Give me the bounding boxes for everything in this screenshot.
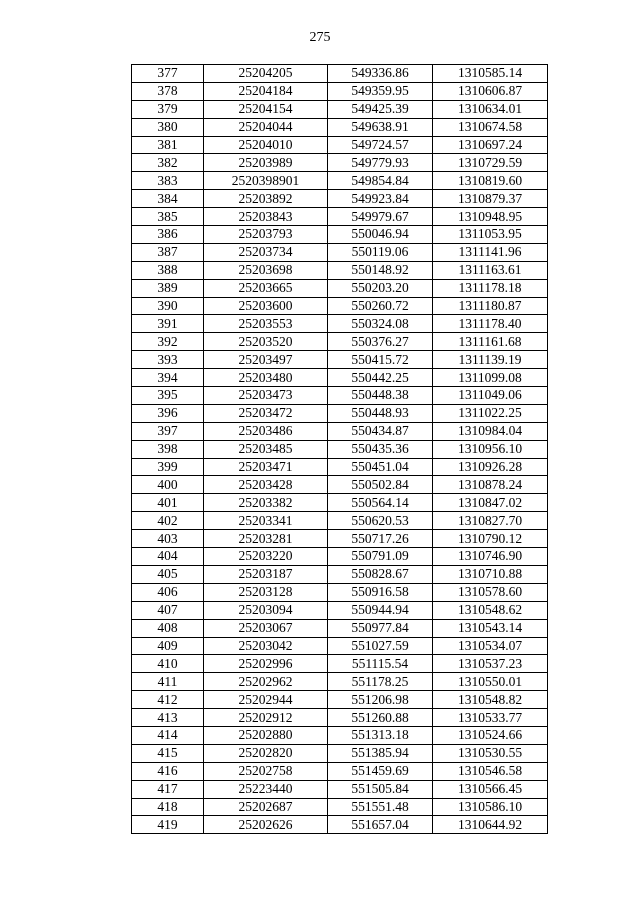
table-row: [132, 190, 548, 208]
point-number-cell: 408: [132, 619, 204, 637]
x-coordinate-cell: 550148.92: [328, 261, 433, 279]
table-row: [132, 601, 548, 619]
point-id-cell: 25203734: [204, 243, 328, 261]
y-coordinate-cell: 1310543.14: [433, 619, 548, 637]
y-coordinate-cell: 1310530.55: [433, 744, 548, 762]
table-row: [132, 261, 548, 279]
point-id-cell: 25203042: [204, 637, 328, 655]
point-number-cell: 403: [132, 530, 204, 548]
point-id-cell: 25203698: [204, 261, 328, 279]
x-coordinate-cell: 550442.25: [328, 369, 433, 387]
point-number-cell: 400: [132, 476, 204, 494]
table-row: [132, 583, 548, 601]
x-coordinate-cell: 549336.86: [328, 65, 433, 83]
y-coordinate-cell: 1310710.88: [433, 565, 548, 583]
point-number-cell: 404: [132, 548, 204, 566]
x-coordinate-cell: 550324.08: [328, 315, 433, 333]
x-coordinate-cell: 550376.27: [328, 333, 433, 351]
x-coordinate-cell: 550046.94: [328, 226, 433, 244]
point-number-cell: 410: [132, 655, 204, 673]
point-id-cell: 25203281: [204, 530, 328, 548]
table-row: [132, 709, 548, 727]
x-coordinate-cell: 550620.53: [328, 512, 433, 530]
y-coordinate-cell: 1310847.02: [433, 494, 548, 512]
y-coordinate-cell: 1310790.12: [433, 530, 548, 548]
table-row: [132, 637, 548, 655]
x-coordinate-cell: 550203.20: [328, 279, 433, 297]
x-coordinate-cell: 550435.36: [328, 440, 433, 458]
table-row: [132, 440, 548, 458]
x-coordinate-cell: 551115.54: [328, 655, 433, 673]
y-coordinate-cell: 1310956.10: [433, 440, 548, 458]
point-id-cell: 25203520: [204, 333, 328, 351]
y-coordinate-cell: 1311053.95: [433, 226, 548, 244]
x-coordinate-cell: 549724.57: [328, 136, 433, 154]
point-id-cell: 25223440: [204, 780, 328, 798]
x-coordinate-cell: 551505.84: [328, 780, 433, 798]
point-id-cell: 25203843: [204, 208, 328, 226]
y-coordinate-cell: 1310746.90: [433, 548, 548, 566]
x-coordinate-cell: 549638.91: [328, 118, 433, 136]
point-number-cell: 384: [132, 190, 204, 208]
point-number-cell: 417: [132, 780, 204, 798]
x-coordinate-cell: 551551.48: [328, 798, 433, 816]
point-id-cell: 25203485: [204, 440, 328, 458]
y-coordinate-cell: 1310634.01: [433, 100, 548, 118]
table-row: [132, 816, 548, 834]
point-id-cell: 25203600: [204, 297, 328, 315]
point-id-cell: 25202626: [204, 816, 328, 834]
y-coordinate-cell: 1310697.24: [433, 136, 548, 154]
point-id-cell: 25203892: [204, 190, 328, 208]
point-number-cell: 395: [132, 387, 204, 405]
point-number-cell: 387: [132, 243, 204, 261]
x-coordinate-cell: 550448.93: [328, 404, 433, 422]
point-number-cell: 394: [132, 369, 204, 387]
table-row: [132, 691, 548, 709]
y-coordinate-cell: 1310878.24: [433, 476, 548, 494]
point-id-cell: 25202944: [204, 691, 328, 709]
point-number-cell: 385: [132, 208, 204, 226]
point-id-cell: 25202820: [204, 744, 328, 762]
x-coordinate-cell: 550119.06: [328, 243, 433, 261]
point-number-cell: 407: [132, 601, 204, 619]
point-number-cell: 388: [132, 261, 204, 279]
x-coordinate-cell: 551206.98: [328, 691, 433, 709]
y-coordinate-cell: 1311161.68: [433, 333, 548, 351]
point-number-cell: 413: [132, 709, 204, 727]
coordinates-table: [131, 64, 548, 834]
y-coordinate-cell: 1310674.58: [433, 118, 548, 136]
point-number-cell: 401: [132, 494, 204, 512]
point-number-cell: 409: [132, 637, 204, 655]
point-number-cell: 383: [132, 172, 204, 190]
x-coordinate-cell: 549854.84: [328, 172, 433, 190]
y-coordinate-cell: 1310606.87: [433, 82, 548, 100]
point-id-cell: 25202996: [204, 655, 328, 673]
point-number-cell: 405: [132, 565, 204, 583]
point-id-cell: 25203793: [204, 226, 328, 244]
y-coordinate-cell: 1310524.66: [433, 726, 548, 744]
point-id-cell: 25203094: [204, 601, 328, 619]
point-number-cell: 378: [132, 82, 204, 100]
point-id-cell: 25203472: [204, 404, 328, 422]
point-id-cell: 25203187: [204, 565, 328, 583]
y-coordinate-cell: 1311178.40: [433, 315, 548, 333]
table-row: [132, 279, 548, 297]
table-row: [132, 530, 548, 548]
table-row: [132, 512, 548, 530]
point-number-cell: 393: [132, 351, 204, 369]
table-row: [132, 136, 548, 154]
point-number-cell: 406: [132, 583, 204, 601]
point-number-cell: 382: [132, 154, 204, 172]
point-id-cell: 25203989: [204, 154, 328, 172]
y-coordinate-cell: 1310546.58: [433, 762, 548, 780]
point-id-cell: 2520398901: [204, 172, 328, 190]
x-coordinate-cell: 549979.67: [328, 208, 433, 226]
point-id-cell: 25202962: [204, 673, 328, 691]
point-number-cell: 416: [132, 762, 204, 780]
table-row: [132, 154, 548, 172]
x-coordinate-cell: 551178.25: [328, 673, 433, 691]
x-coordinate-cell: 550434.87: [328, 422, 433, 440]
point-id-cell: 25202758: [204, 762, 328, 780]
point-id-cell: 25203665: [204, 279, 328, 297]
x-coordinate-cell: 549779.93: [328, 154, 433, 172]
point-number-cell: 390: [132, 297, 204, 315]
point-number-cell: 419: [132, 816, 204, 834]
x-coordinate-cell: 550502.84: [328, 476, 433, 494]
point-number-cell: 381: [132, 136, 204, 154]
y-coordinate-cell: 1310566.45: [433, 780, 548, 798]
page-number: 275: [309, 30, 331, 45]
y-coordinate-cell: 1310819.60: [433, 172, 548, 190]
table-row: [132, 458, 548, 476]
table-row: [132, 494, 548, 512]
point-id-cell: 25202880: [204, 726, 328, 744]
point-id-cell: 25203480: [204, 369, 328, 387]
point-id-cell: 25204010: [204, 136, 328, 154]
coordinates-table-body: [132, 65, 548, 834]
y-coordinate-cell: 1310948.95: [433, 208, 548, 226]
table-row: [132, 226, 548, 244]
table-row: [132, 82, 548, 100]
table-row: [132, 404, 548, 422]
y-coordinate-cell: 1310537.23: [433, 655, 548, 673]
point-number-cell: 398: [132, 440, 204, 458]
point-id-cell: 25203067: [204, 619, 328, 637]
point-number-cell: 415: [132, 744, 204, 762]
table-row: [132, 619, 548, 637]
table-row: [132, 387, 548, 405]
table-row: [132, 762, 548, 780]
x-coordinate-cell: 550564.14: [328, 494, 433, 512]
y-coordinate-cell: 1310926.28: [433, 458, 548, 476]
point-id-cell: 25204184: [204, 82, 328, 100]
y-coordinate-cell: 1310984.04: [433, 422, 548, 440]
point-number-cell: 418: [132, 798, 204, 816]
y-coordinate-cell: 1310550.01: [433, 673, 548, 691]
y-coordinate-cell: 1311099.08: [433, 369, 548, 387]
table-row: [132, 172, 548, 190]
table-row: [132, 297, 548, 315]
x-coordinate-cell: 550448.38: [328, 387, 433, 405]
point-id-cell: 25203497: [204, 351, 328, 369]
y-coordinate-cell: 1311139.19: [433, 351, 548, 369]
y-coordinate-cell: 1310548.62: [433, 601, 548, 619]
table-row: [132, 315, 548, 333]
table-row: [132, 65, 548, 83]
point-number-cell: 379: [132, 100, 204, 118]
x-coordinate-cell: 550260.72: [328, 297, 433, 315]
x-coordinate-cell: 549923.84: [328, 190, 433, 208]
point-number-cell: 386: [132, 226, 204, 244]
table-row: [132, 208, 548, 226]
y-coordinate-cell: 1311180.87: [433, 297, 548, 315]
y-coordinate-cell: 1310644.92: [433, 816, 548, 834]
table-row: [132, 565, 548, 583]
y-coordinate-cell: 1310534.07: [433, 637, 548, 655]
point-id-cell: 25203471: [204, 458, 328, 476]
point-number-cell: 392: [132, 333, 204, 351]
x-coordinate-cell: 551313.18: [328, 726, 433, 744]
x-coordinate-cell: 551459.69: [328, 762, 433, 780]
y-coordinate-cell: 1310729.59: [433, 154, 548, 172]
table-row: [132, 100, 548, 118]
point-id-cell: 25204205: [204, 65, 328, 83]
point-id-cell: 25203428: [204, 476, 328, 494]
point-id-cell: 25203486: [204, 422, 328, 440]
point-id-cell: 25202912: [204, 709, 328, 727]
x-coordinate-cell: 550717.26: [328, 530, 433, 548]
y-coordinate-cell: 1311178.18: [433, 279, 548, 297]
table-row: [132, 744, 548, 762]
y-coordinate-cell: 1311022.25: [433, 404, 548, 422]
x-coordinate-cell: 551027.59: [328, 637, 433, 655]
point-number-cell: 402: [132, 512, 204, 530]
x-coordinate-cell: 550944.94: [328, 601, 433, 619]
x-coordinate-cell: 550828.67: [328, 565, 433, 583]
y-coordinate-cell: 1310533.77: [433, 709, 548, 727]
x-coordinate-cell: 549425.39: [328, 100, 433, 118]
point-id-cell: 25203553: [204, 315, 328, 333]
point-number-cell: 391: [132, 315, 204, 333]
x-coordinate-cell: 551385.94: [328, 744, 433, 762]
x-coordinate-cell: 550791.09: [328, 548, 433, 566]
table-row: [132, 118, 548, 136]
point-number-cell: 414: [132, 726, 204, 744]
y-coordinate-cell: 1310879.37: [433, 190, 548, 208]
point-number-cell: 380: [132, 118, 204, 136]
point-number-cell: 396: [132, 404, 204, 422]
table-row: [132, 333, 548, 351]
x-coordinate-cell: 551657.04: [328, 816, 433, 834]
table-row: [132, 422, 548, 440]
point-id-cell: 25203128: [204, 583, 328, 601]
x-coordinate-cell: 550451.04: [328, 458, 433, 476]
table-row: [132, 798, 548, 816]
y-coordinate-cell: 1311141.96: [433, 243, 548, 261]
point-id-cell: 25204154: [204, 100, 328, 118]
table-row: [132, 243, 548, 261]
table-row: [132, 369, 548, 387]
y-coordinate-cell: 1310548.82: [433, 691, 548, 709]
table-row: [132, 476, 548, 494]
y-coordinate-cell: 1311049.06: [433, 387, 548, 405]
table-row: [132, 673, 548, 691]
point-id-cell: 25203341: [204, 512, 328, 530]
y-coordinate-cell: 1310827.70: [433, 512, 548, 530]
y-coordinate-cell: 1310586.10: [433, 798, 548, 816]
x-coordinate-cell: 550977.84: [328, 619, 433, 637]
point-id-cell: 25202687: [204, 798, 328, 816]
point-number-cell: 389: [132, 279, 204, 297]
table-row: [132, 726, 548, 744]
point-id-cell: 25203473: [204, 387, 328, 405]
point-number-cell: 377: [132, 65, 204, 83]
y-coordinate-cell: 1310578.60: [433, 583, 548, 601]
x-coordinate-cell: 550415.72: [328, 351, 433, 369]
x-coordinate-cell: 550916.58: [328, 583, 433, 601]
point-number-cell: 412: [132, 691, 204, 709]
point-id-cell: 25203382: [204, 494, 328, 512]
point-number-cell: 411: [132, 673, 204, 691]
x-coordinate-cell: 551260.88: [328, 709, 433, 727]
point-id-cell: 25204044: [204, 118, 328, 136]
table-row: [132, 780, 548, 798]
y-coordinate-cell: 1311163.61: [433, 261, 548, 279]
table-row: [132, 548, 548, 566]
x-coordinate-cell: 549359.95: [328, 82, 433, 100]
point-number-cell: 399: [132, 458, 204, 476]
y-coordinate-cell: 1310585.14: [433, 65, 548, 83]
point-id-cell: 25203220: [204, 548, 328, 566]
table-row: [132, 351, 548, 369]
point-number-cell: 397: [132, 422, 204, 440]
table-row: [132, 655, 548, 673]
